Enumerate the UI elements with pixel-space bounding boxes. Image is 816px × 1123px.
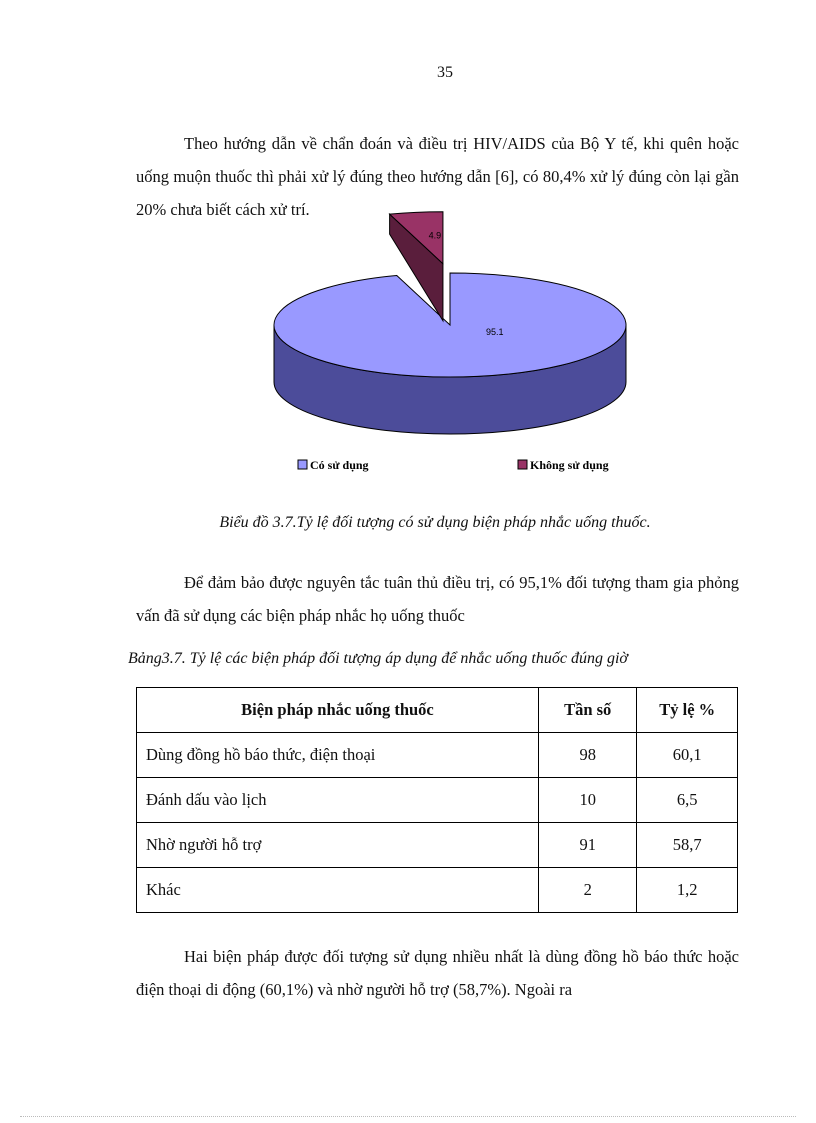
header-percent: Tỷ lệ % (637, 688, 738, 733)
header-method: Biện pháp nhắc uống thuốc (137, 688, 539, 733)
percent-cell: 6,5 (637, 778, 738, 823)
method-cell: Dùng đồng hồ báo thức, điện thoại (137, 733, 539, 778)
table-row (137, 823, 738, 868)
table-row (137, 733, 738, 778)
legend-swatch (518, 460, 527, 469)
frequency-cell: 91 (538, 823, 637, 868)
legend-item (518, 458, 609, 472)
pie-slice-co-su-dung (274, 273, 626, 434)
data-label-co-su-dung: 95.1 (486, 327, 504, 337)
method-cell: Đánh dấu vào lịch (137, 778, 539, 823)
paragraph-summary: Hai biện pháp được đối tượng sử dụng nhiều nhất là dùng đồng hồ báo thức hoặc điện thoại di động (60,1%) và nhờ người hỗ trợ (58,7%). Ngoài ra (136, 947, 739, 999)
frequency-cell: 98 (538, 733, 637, 778)
frequency-cell: 2 (538, 868, 637, 913)
table-row (137, 868, 738, 913)
legend-label: Có sử dụng (310, 458, 369, 472)
method-cell: Khác (137, 868, 539, 913)
paragraph-intro: Theo hướng dẫn về chẩn đoán và điều trị HIV/AIDS của Bộ Y tế, khi quên hoặc uống muộn thuốc thì phải xử lý đúng theo hướng dẫn [6], có 80,4% xử lý đúng còn lại gần 20% chưa biết cách xử trí. (136, 134, 739, 219)
page-number: 35 (437, 64, 453, 81)
reminder-methods-table (136, 687, 738, 913)
table-row (137, 778, 738, 823)
header-frequency: Tần số (538, 688, 637, 733)
paragraph-usage: Để đảm bảo được nguyên tắc tuân thủ điều trị, có 95,1% đối tượng tham gia phỏng vấn đã sử dụng các biện pháp nhắc họ uống thuốc (136, 573, 739, 625)
table-caption: Bảng3.7. Tỷ lệ các biện pháp đối tượng áp dụng để nhắc uống thuốc đúng giờ (128, 650, 628, 667)
page-bottom-divider (20, 1116, 796, 1117)
percent-cell: 1,2 (637, 868, 738, 913)
pie-chart (250, 230, 670, 495)
table-header-row (137, 688, 738, 733)
percent-cell: 58,7 (637, 823, 738, 868)
legend-item (298, 458, 369, 472)
percent-cell: 60,1 (637, 733, 738, 778)
method-cell: Nhờ người hỗ trợ (137, 823, 539, 868)
legend-swatch (298, 460, 307, 469)
data-label-khong-su-dung: 4.9 (428, 230, 442, 241)
figure-caption: Biểu đồ 3.7.Tỷ lệ đối tượng có sử dụng biện pháp nhắc uống thuốc. (219, 514, 651, 531)
frequency-cell: 10 (538, 778, 637, 823)
legend-label: Không sử dụng (530, 458, 609, 472)
